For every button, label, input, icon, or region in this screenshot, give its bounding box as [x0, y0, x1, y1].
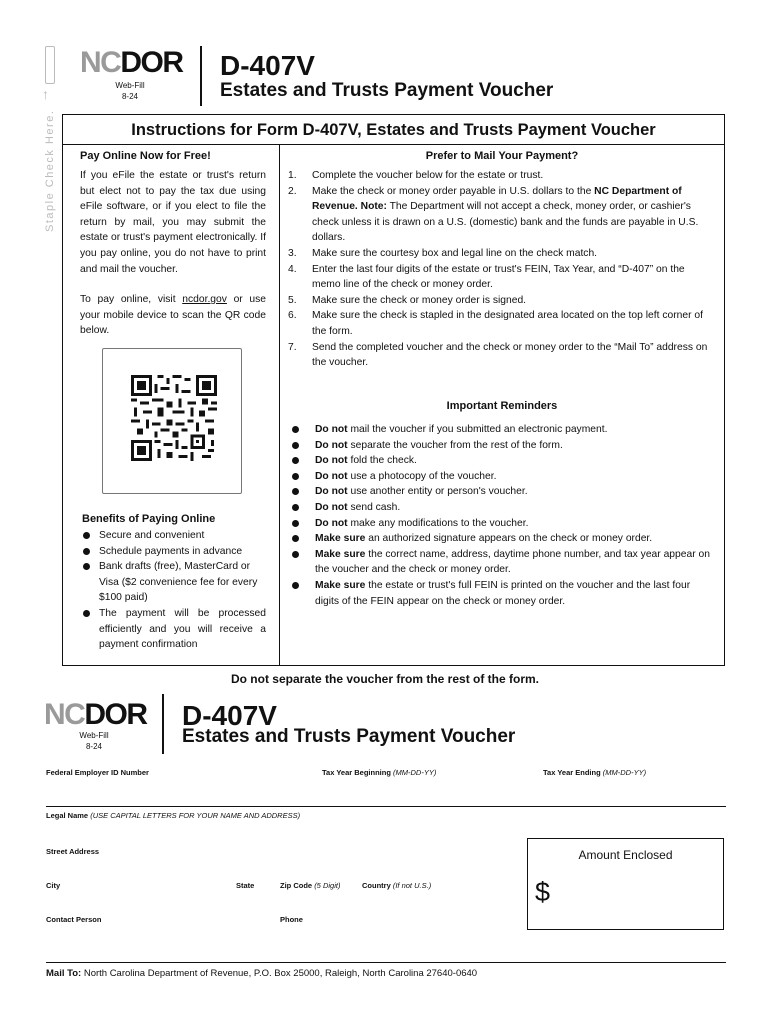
- form-number: D-407V: [220, 50, 315, 81]
- list-item: [290, 531, 710, 547]
- logo-nc: NC: [44, 698, 85, 731]
- legal-name-label: Legal Name: [46, 811, 89, 820]
- step-number: 3.: [288, 247, 297, 259]
- contact-label: Contact Person: [46, 915, 102, 924]
- voucher-form-number: D-407V: [182, 700, 277, 731]
- list-item: [288, 184, 708, 246]
- step-number: 6.: [288, 310, 297, 322]
- step-number: 7.: [288, 341, 297, 353]
- list-item: [288, 168, 708, 184]
- web-fill-text: Web-Fill: [79, 731, 109, 740]
- state-field-label[interactable]: [236, 881, 254, 890]
- step-note-label: Note:: [357, 201, 387, 213]
- reminder-lead: Do not: [315, 517, 348, 529]
- list-item: [290, 453, 710, 469]
- bullet-icon: [292, 426, 299, 433]
- form-title: Estates and Trusts Payment Voucher: [220, 80, 554, 101]
- separator-notice: Do not separate the voucher from the rest of the form.: [230, 672, 540, 686]
- reminder-lead: Do not: [315, 486, 348, 498]
- list-item: [290, 469, 710, 485]
- reminder-text: separate the voucher from the rest of the form.: [347, 439, 563, 451]
- voucher-header-divider: [162, 694, 164, 754]
- instructions-divider: [63, 144, 724, 145]
- list-item: [290, 547, 710, 578]
- legal-name-rule: [46, 806, 726, 807]
- reminders-list: [290, 422, 710, 609]
- header-divider: [200, 46, 202, 106]
- reminder-lead: Do not: [315, 455, 348, 467]
- step-number: 1.: [288, 170, 297, 181]
- qr-code-icon[interactable]: [131, 375, 217, 461]
- list-item: [82, 544, 266, 560]
- amount-enclosed-box[interactable]: [527, 838, 724, 930]
- version-text: 8-24: [85, 742, 102, 751]
- tax-end-label: Tax Year Ending: [543, 768, 601, 777]
- reminder-lead: Make sure: [315, 533, 366, 545]
- phone-field-label[interactable]: [280, 915, 303, 924]
- list-item: [288, 308, 708, 339]
- reminder-text: the correct name, address, daytime phone number, and tax year appear on the voucher and the check or money order.: [315, 548, 710, 576]
- list-item: [82, 528, 266, 544]
- pay-online-visit-paragraph: [80, 292, 266, 339]
- street-label: Street Address: [46, 847, 100, 856]
- list-item: [288, 293, 708, 309]
- list-item: [288, 340, 708, 371]
- zip-hint: (5 Digit): [314, 881, 341, 890]
- fein-label: Federal Employer ID Number: [46, 768, 149, 777]
- list-item: [82, 559, 266, 606]
- reminder-text: send cash.: [347, 501, 401, 513]
- staple-label: Staple Check Here.: [44, 109, 56, 232]
- step-text: The Department will not accept a check, money order, or cashier's check unless it is drawn on a U.S. (domestic) bank and the funds are payable in U.S. dollars.: [312, 201, 699, 244]
- reminders-heading: Important Reminders: [446, 400, 558, 412]
- dollar-sign: $: [535, 877, 551, 907]
- version-text: 8-24: [121, 92, 138, 101]
- logo-nc: NC: [80, 46, 121, 79]
- legal-name-hint: (USE CAPITAL LETTERS FOR YOUR NAME AND ADDRESS): [90, 811, 301, 820]
- list-item: [290, 484, 710, 500]
- list-item: [290, 578, 710, 609]
- step-text: Send the completed voucher and the check or money order to the “Mail To” address on the voucher.: [312, 341, 708, 369]
- list-item: [288, 262, 708, 293]
- reminder-lead: Do not: [315, 424, 348, 435]
- bullet-icon: [292, 582, 299, 589]
- benefit-text: The payment will be processed efficiently and you will receive a payment confirmation: [99, 607, 266, 651]
- bullet-icon: [292, 457, 299, 464]
- bullet-icon: [292, 442, 299, 449]
- step-text: Make sure the check or money order is signed.: [312, 294, 527, 306]
- reminder-text: use another entity or person's voucher.: [347, 486, 528, 498]
- step-text: Make the check or money order payable in U.S. dollars to the: [312, 185, 595, 197]
- list-item: [82, 606, 266, 653]
- web-fill-text: Web-Fill: [115, 81, 145, 90]
- state-label: State: [236, 881, 255, 890]
- mail-to-line: [46, 968, 477, 979]
- tax-year-ending-field-label[interactable]: [543, 768, 646, 777]
- benefit-text: Secure and convenient: [99, 530, 205, 541]
- reminder-lead: Do not: [315, 470, 348, 482]
- voucher-ncdor-logo: [44, 698, 147, 732]
- visit-text-after: or use your mobile device to scan the QR code below.: [80, 294, 267, 337]
- bullet-icon: [83, 532, 90, 539]
- step-bold-text: NC Department of Revenue.: [312, 185, 682, 213]
- bullet-icon: [83, 610, 90, 617]
- legal-name-field-label[interactable]: [46, 811, 300, 820]
- ncdor-logo: [80, 46, 183, 80]
- bullet-icon: [292, 488, 299, 495]
- reminder-text: the estate or trust's full FEIN is printed on the voucher and the last four digits of the FEIN appear on the check or money order.: [315, 579, 691, 607]
- reminder-text: fold the check.: [347, 455, 417, 467]
- reminder-text: make any modifications to the voucher.: [347, 517, 529, 529]
- zip-label: Zip Code: [280, 881, 313, 890]
- city-field-label[interactable]: [46, 881, 60, 890]
- reminder-text: an authorized signature appears on the check or money order.: [365, 533, 653, 545]
- country-field-label[interactable]: [362, 881, 431, 890]
- bullet-icon: [292, 520, 299, 527]
- step-text: Enter the last four digits of the estate or trust's FEIN, Tax Year, and “D-407” on the memo line of the check or money order.: [312, 263, 685, 291]
- step-text: Complete the voucher below for the estate or trust.: [312, 170, 544, 181]
- visit-text: To pay online, visit: [80, 294, 183, 305]
- mail-steps-list: [288, 168, 708, 371]
- reminder-lead: Make sure: [315, 579, 366, 591]
- reminder-lead: Do not: [315, 439, 348, 451]
- bullet-icon: [292, 504, 299, 511]
- step-text: Make sure the check is stapled in the designated area located on the top left corner of the form.: [312, 310, 703, 337]
- web-fill-label: [112, 80, 148, 102]
- amount-enclosed-label: Amount Enclosed: [578, 848, 673, 862]
- step-number: 2.: [288, 185, 297, 197]
- mail-payment-heading: Prefer to Mail Your Payment?: [425, 150, 579, 162]
- list-item: [290, 422, 710, 438]
- reminder-text: use a photocopy of the voucher.: [347, 470, 497, 482]
- tax-begin-label: Tax Year Beginning: [322, 768, 391, 777]
- voucher-web-fill-label: [76, 730, 112, 752]
- country-hint: (If not U.S.): [392, 881, 432, 890]
- list-item: [290, 516, 710, 532]
- benefits-heading: Benefits of Paying Online: [82, 513, 216, 525]
- phone-label: Phone: [280, 915, 303, 924]
- contact-person-field-label[interactable]: [46, 915, 101, 924]
- tax-year-beginning-field-label[interactable]: [322, 768, 436, 777]
- list-item: [290, 438, 710, 454]
- street-address-field-label[interactable]: [46, 847, 99, 856]
- bullet-icon: [83, 563, 90, 570]
- benefits-list: [82, 528, 266, 653]
- tax-end-hint: (MM-DD-YY): [602, 768, 647, 777]
- country-label: Country: [362, 881, 391, 890]
- bullet-icon: [83, 548, 90, 555]
- tax-begin-hint: (MM-DD-YY): [393, 768, 437, 777]
- pay-online-paragraph: If you eFile the estate or trust's return but elect not to pay the tax due using eFile software, or if you elect to file the return by mail, you may submit the estate or trust's payment electronically. If you pay online, you do not have to print and mail the voucher.: [80, 170, 266, 275]
- bullet-icon: [292, 551, 299, 558]
- step-number: 4.: [288, 263, 297, 275]
- staple-box: [45, 46, 55, 84]
- logo-dor: DOR: [120, 46, 183, 79]
- ncdor-link[interactable]: ncdor.gov: [182, 294, 227, 305]
- bullet-icon: [292, 473, 299, 480]
- reminder-lead: Do not: [315, 501, 348, 513]
- mail-to-rule: [46, 962, 726, 963]
- voucher-form-title: Estates and Trusts Payment Voucher: [182, 726, 516, 747]
- list-item: [288, 246, 708, 262]
- step-number: 5.: [288, 294, 297, 306]
- staple-area: [40, 46, 58, 236]
- instructions-title: Instructions for Form D-407V, Estates and Trusts Payment Voucher: [131, 121, 656, 139]
- reminder-lead: Make sure: [315, 548, 366, 560]
- up-arrow-icon: ↑: [42, 86, 49, 102]
- logo-dor: DOR: [84, 698, 147, 731]
- list-item: [290, 500, 710, 516]
- pay-online-heading: Pay Online Now for Free!: [80, 150, 211, 162]
- mail-to-address: North Carolina Department of Revenue, P.O. Box 25000, Raleigh, North Carolina 27640-0640: [83, 968, 478, 979]
- bullet-icon: [292, 535, 299, 542]
- reminder-text: mail the voucher if you submitted an electronic payment.: [347, 424, 608, 435]
- benefit-text: Bank drafts (free), MasterCard or Visa ($2 convenience fee for every $100 paid): [99, 561, 258, 604]
- qr-code-frame: [102, 348, 242, 494]
- mail-to-label: Mail To:: [46, 968, 82, 979]
- fein-field-label[interactable]: [46, 768, 149, 777]
- benefit-text: Schedule payments in advance: [99, 545, 243, 557]
- step-text: Make sure the courtesy box and legal line on the check match.: [312, 247, 598, 259]
- zip-code-field-label[interactable]: [280, 881, 340, 890]
- city-label: City: [46, 881, 61, 890]
